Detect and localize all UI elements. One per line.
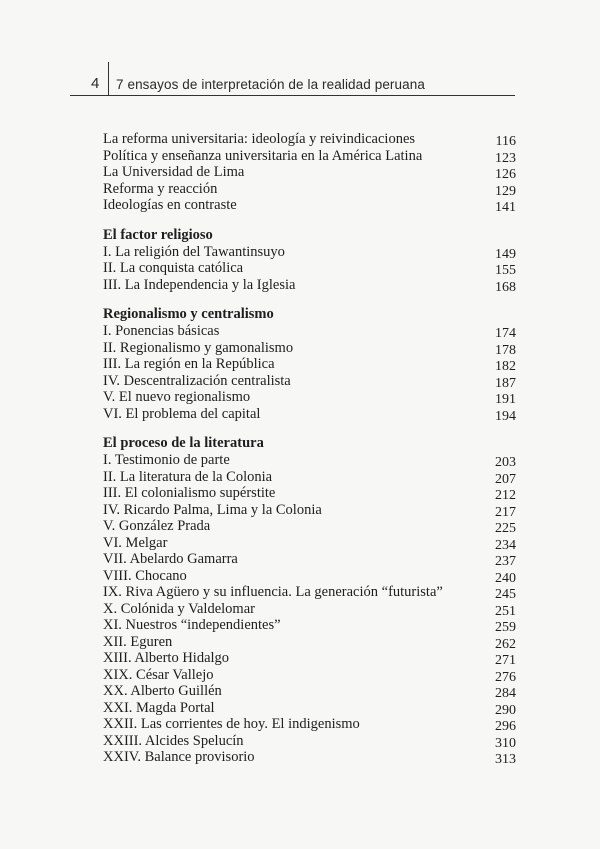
entry-page-number: 225 [495, 521, 516, 536]
entry-page-number: 116 [495, 134, 516, 149]
entry-page-number: 174 [495, 326, 516, 341]
entry-title: XIII. Alberto Hidalgo [103, 650, 230, 666]
entry-page-number: 212 [495, 488, 516, 503]
toc-entry [103, 568, 516, 585]
entry-title: I. Testimonio de parte [103, 452, 230, 468]
toc-entry [103, 716, 516, 733]
entry-page-number: 262 [495, 636, 516, 652]
entry-title: II. La literatura de la Colonia [103, 468, 273, 485]
entry-title: XXI. Magda Portal [103, 699, 215, 716]
entry-title: III. La Independencia y la Iglesia [103, 276, 296, 293]
toc-entry [103, 551, 516, 568]
toc-entry [103, 518, 516, 535]
entry-page-number: 276 [495, 669, 516, 685]
entry-title: II. Regionalismo y gamonalismo [103, 339, 294, 356]
entry-title: II. La conquista católica [103, 260, 244, 276]
entry-title: VI. El problema del capital [103, 405, 261, 422]
entry-page-number: 310 [495, 735, 516, 751]
toc-entry [103, 356, 516, 373]
entry-title: VI. Melgar [103, 534, 168, 551]
toc-entry [103, 244, 516, 261]
entry-page-number: 234 [495, 537, 516, 553]
toc-entry [103, 584, 516, 601]
page-header [70, 62, 515, 96]
toc-entry [103, 700, 516, 717]
entry-page-number: 296 [495, 719, 516, 734]
toc-section [103, 131, 516, 214]
entry-page-number: 178 [495, 342, 516, 358]
toc-entry [103, 389, 516, 406]
entry-page-number: 141 [495, 200, 516, 215]
toc-entry [103, 485, 516, 502]
toc-entry [103, 323, 516, 340]
entry-page-number: 126 [495, 167, 516, 182]
header-horizontal-rule [70, 95, 515, 96]
entry-title: V. González Prada [103, 518, 211, 534]
entry-title: VII. Abelardo Gamarra [103, 551, 238, 567]
toc-entry [103, 373, 516, 390]
toc-entry [103, 197, 516, 214]
entry-title: XXIII. Alcides Spelucín [103, 732, 244, 749]
toc-entry [103, 181, 516, 198]
section-title: Regionalismo y centralismo [103, 306, 274, 322]
toc-entry [103, 667, 516, 684]
entry-page-number: 245 [495, 587, 516, 602]
entry-page-number: 123 [495, 150, 516, 166]
toc-section [103, 306, 516, 422]
entry-title: La reforma universitaria: ideología y reivindicaciones [103, 131, 416, 147]
toc-entry [103, 502, 516, 519]
entry-page-number: 187 [495, 375, 516, 391]
toc-section [103, 435, 516, 766]
entry-title: IX. Riva Agüero y su influencia. La generación “futurista” [103, 584, 443, 600]
toc-entry [103, 277, 516, 294]
toc-entry [103, 148, 516, 165]
entry-page-number: 149 [495, 246, 516, 262]
entry-page-number: 237 [495, 554, 516, 569]
page-number: 4 [91, 75, 100, 92]
entry-title: IV. Ricardo Palma, Lima y la Colonia [103, 501, 322, 518]
entry-title: Ideologías en contraste [103, 197, 237, 213]
entry-title: VIII. Chocano [103, 567, 187, 584]
entry-title: Reforma y reacción [103, 180, 218, 197]
section-title: El proceso de la literatura [103, 435, 264, 451]
toc-entry [103, 650, 516, 667]
entry-title: La Universidad de Lima [103, 164, 245, 180]
entry-page-number: 191 [495, 392, 516, 407]
entry-title: XI. Nuestros “independientes” [103, 617, 281, 633]
toc-entry [103, 535, 516, 552]
entry-page-number: 217 [495, 504, 516, 520]
entry-title: XXIV. Balance provisorio [103, 749, 255, 765]
entry-page-number: 284 [495, 686, 516, 701]
toc-entry [103, 469, 516, 486]
entry-title: I. La religión del Tawantinsuyo [103, 243, 285, 260]
entry-title: I. Ponencias básicas [103, 323, 220, 339]
entry-page-number: 313 [495, 752, 516, 767]
entry-page-number: 207 [495, 471, 516, 487]
section-title: El factor religioso [103, 226, 213, 243]
entry-title: Política y enseñanza universitaria en la América Latina [103, 147, 423, 164]
entry-page-number: 194 [495, 408, 516, 424]
entry-title: XXII. Las corrientes de hoy. El indigenismo [103, 716, 360, 732]
header-vertical-rule [108, 62, 109, 96]
entry-title: X. Colónida y Valdelomar [103, 600, 255, 617]
toc-entry [103, 452, 516, 469]
entry-title: XX. Alberto Guillén [103, 683, 222, 699]
running-title: 7 ensayos de interpretación de la realidad peruana [116, 77, 425, 92]
entry-title: III. La región en la República [103, 356, 275, 372]
entry-title: IV. Descentralización centralista [103, 372, 291, 389]
toc-entry [103, 749, 516, 766]
entry-page-number: 182 [495, 359, 516, 374]
entry-page-number: 290 [495, 702, 516, 718]
entry-page-number: 251 [495, 603, 516, 619]
toc-entry [103, 601, 516, 618]
toc-entry [103, 683, 516, 700]
toc-entry [103, 617, 516, 634]
entry-page-number: 240 [495, 570, 516, 586]
entry-page-number: 168 [495, 279, 516, 295]
toc-entry [103, 634, 516, 651]
entry-page-number: 259 [495, 620, 516, 635]
toc-entry [103, 733, 516, 750]
entry-page-number: 129 [495, 183, 516, 199]
toc-entry [103, 164, 516, 181]
entry-title: V. El nuevo regionalismo [103, 389, 251, 405]
entry-title: III. El colonialismo supérstite [103, 485, 276, 501]
toc-entry [103, 260, 516, 277]
toc-entry [103, 340, 516, 357]
toc-entry [103, 406, 516, 423]
entry-page-number: 203 [495, 455, 516, 470]
entry-title: XII. Eguren [103, 633, 173, 650]
toc-entry [103, 131, 516, 148]
entry-page-number: 155 [495, 263, 516, 278]
toc-section [103, 227, 516, 294]
table-of-contents [103, 131, 516, 779]
entry-page-number: 271 [495, 653, 516, 668]
entry-title: XIX. César Vallejo [103, 666, 214, 683]
